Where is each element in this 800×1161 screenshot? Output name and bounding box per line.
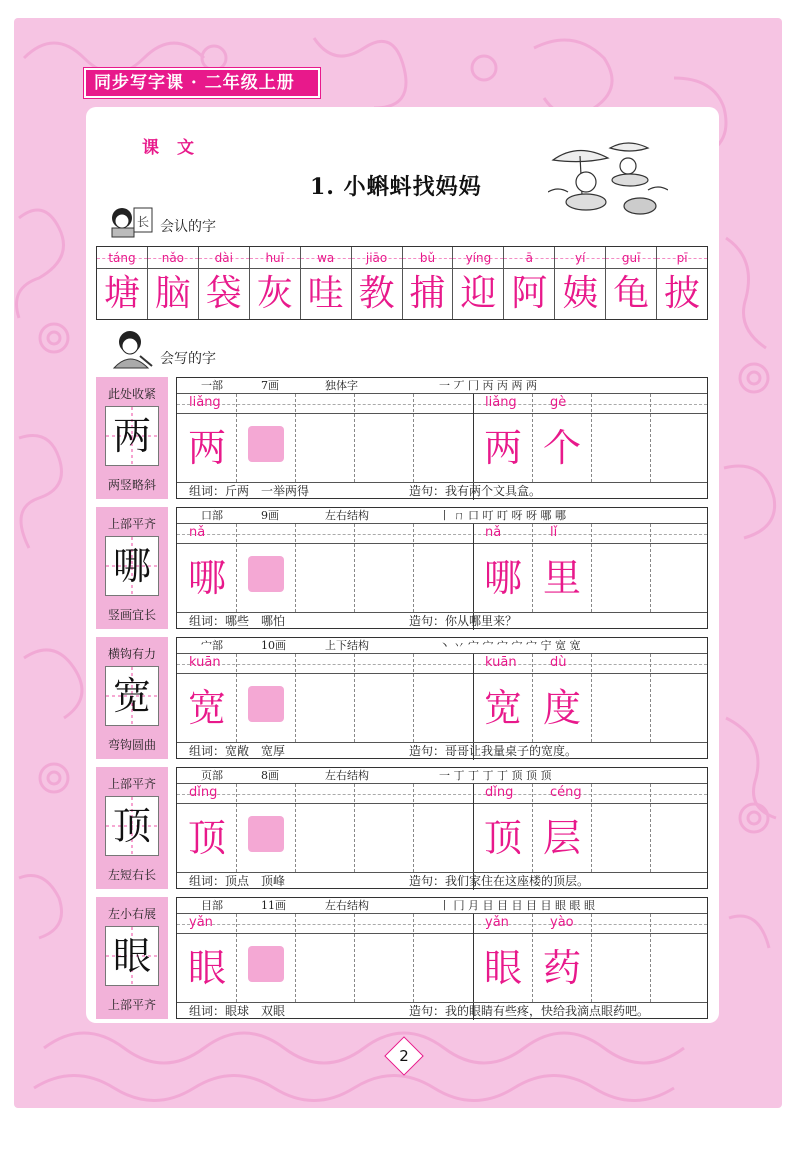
char-info-row xyxy=(177,768,707,784)
trace-shape xyxy=(248,426,284,462)
recognize-hanzi: 披 xyxy=(664,273,701,314)
recognize-hanzi: 迎 xyxy=(460,273,497,314)
practice-grid xyxy=(176,767,708,889)
recognize-pinyin-text: huī xyxy=(265,251,284,265)
structure: 左右结构 xyxy=(325,899,369,912)
trace-shape xyxy=(248,686,284,722)
tip-bottom: 两竖略斜 xyxy=(107,478,156,492)
pinyin-left: kuān xyxy=(189,655,221,670)
section-label: 课文 xyxy=(142,138,212,158)
pinyin-word-a: dǐng xyxy=(485,785,514,800)
book-title: 同步写字课 · 二年级上册 xyxy=(94,73,295,93)
recognize-char-cell xyxy=(606,247,657,319)
recognize-pinyin-text: jiāo xyxy=(365,251,388,265)
recognize-pinyin-text: wa xyxy=(317,251,335,265)
grid-line xyxy=(591,394,592,482)
lotus-illustration xyxy=(548,140,668,220)
model-char-box xyxy=(105,406,159,466)
grid-line xyxy=(413,654,414,742)
grid-line xyxy=(354,654,355,742)
grid-line xyxy=(295,394,296,482)
recognize-char-cell xyxy=(148,247,199,319)
example-sentence: 造句：我们家住在这座楼的顶层。 xyxy=(409,874,590,888)
grid-line xyxy=(354,394,355,482)
char-info-row xyxy=(177,638,707,654)
model-char: 哪 xyxy=(112,544,151,588)
stroke-order: 一 丆 冂 丙 丙 两 两 xyxy=(439,379,537,392)
grid-line xyxy=(532,654,533,742)
pinyin-word-b: yào xyxy=(550,915,574,930)
recognize-pinyin-text: bǔ xyxy=(419,251,436,265)
write-heading: 会写的字 xyxy=(160,351,216,367)
structure: 上下结构 xyxy=(325,639,369,652)
word-group: 组词：斤两 一举两得 xyxy=(189,484,310,498)
word-char-a: 眼 xyxy=(483,946,522,990)
recognize-pinyin-text: nǎo xyxy=(161,251,185,265)
pinyin-row xyxy=(177,914,707,934)
svg-text:长: 长 xyxy=(137,215,150,229)
recognize-pinyin xyxy=(555,247,605,269)
page-number: 2 xyxy=(399,1047,409,1065)
grid-line xyxy=(650,394,651,482)
stroke-order: 丨 ㄇ 口 叮 叮 呀 呀 哪 哪 xyxy=(439,509,566,522)
words-row xyxy=(177,612,707,630)
practice-grid xyxy=(176,507,708,629)
grid-line xyxy=(236,914,237,1002)
tip-panel xyxy=(96,637,168,759)
recognize-table xyxy=(96,246,708,320)
stroke-order: 一 丁 丁 丁 丁 顶 顶 顶 xyxy=(439,769,552,782)
pinyin-word-b: dù xyxy=(550,655,567,670)
words-row xyxy=(177,482,707,500)
recognize-char-cell xyxy=(97,247,148,319)
pinyin-word-b: lǐ xyxy=(550,525,558,540)
recognize-pinyin xyxy=(352,247,402,269)
pinyin-word-a: kuān xyxy=(485,655,517,670)
model-char: 宽 xyxy=(112,674,151,718)
recognize-pinyin xyxy=(250,247,300,269)
word-char-b: 药 xyxy=(542,946,581,990)
recognize-char-cell xyxy=(504,247,555,319)
practice-grid xyxy=(176,637,708,759)
pinyin-left: nǎ xyxy=(189,525,206,540)
stroke-count: 8画 xyxy=(261,769,279,782)
recognize-pinyin-text: guī xyxy=(621,251,641,265)
structure: 独体字 xyxy=(325,379,358,392)
grid-line xyxy=(413,394,414,482)
model-char-box xyxy=(105,536,159,596)
grid-line xyxy=(650,784,651,872)
grid-line xyxy=(236,524,237,612)
grid-line xyxy=(591,654,592,742)
tip-bottom: 左短右长 xyxy=(107,868,156,882)
pinyin-word-b: céng xyxy=(550,785,582,800)
recognize-char-cell xyxy=(657,247,707,319)
words-row xyxy=(177,1002,707,1020)
practice-grid xyxy=(176,897,708,1019)
recognize-char-cell xyxy=(250,247,301,319)
practice-char: 眼 xyxy=(187,946,226,990)
stroke-count: 10画 xyxy=(261,639,286,652)
pinyin-row xyxy=(177,784,707,804)
radical: 口部 xyxy=(201,509,223,522)
grid-line xyxy=(413,784,414,872)
pinyin-word-a: nǎ xyxy=(485,525,502,540)
radical: 目部 xyxy=(201,899,223,912)
grid-line xyxy=(413,524,414,612)
practice-grid xyxy=(176,377,708,499)
trace-shape xyxy=(248,946,284,982)
word-char-b: 里 xyxy=(542,556,581,600)
recognize-hanzi: 教 xyxy=(358,273,395,314)
word-group: 组词：宽敞 宽厚 xyxy=(189,744,286,758)
word-char-a: 哪 xyxy=(483,556,522,600)
recognize-pinyin xyxy=(97,247,147,269)
grid-line xyxy=(354,784,355,872)
pinyin-left: yǎn xyxy=(189,915,213,930)
word-char-b: 层 xyxy=(542,816,581,860)
recognize-char-cell xyxy=(555,247,606,319)
word-char-a: 两 xyxy=(483,426,522,470)
trace-shape xyxy=(248,816,284,852)
recognize-hanzi: 灰 xyxy=(256,273,293,314)
recognize-pinyin xyxy=(199,247,249,269)
book-title-band xyxy=(84,68,320,98)
grid-line xyxy=(591,784,592,872)
grid-line xyxy=(650,914,651,1002)
grid-line xyxy=(591,914,592,1002)
model-char: 眼 xyxy=(112,934,151,978)
structure: 左右结构 xyxy=(325,769,369,782)
recognize-char-cell xyxy=(352,247,403,319)
pinyin-row xyxy=(177,394,707,414)
pinyin-row xyxy=(177,654,707,674)
practice-char: 两 xyxy=(187,426,226,470)
word-char-b: 度 xyxy=(542,686,581,730)
recognize-hanzi: 哇 xyxy=(307,273,344,314)
recognize-pinyin-text: táng xyxy=(108,251,136,265)
word-group: 组词：哪些 哪怕 xyxy=(189,614,286,628)
char-info-row xyxy=(177,898,707,914)
stroke-count: 7画 xyxy=(261,379,279,392)
practice-char: 顶 xyxy=(187,816,226,860)
radical: 页部 xyxy=(201,769,223,782)
tip-panel xyxy=(96,767,168,889)
recognize-hanzi: 袋 xyxy=(205,273,242,314)
char-info-row xyxy=(177,508,707,524)
stroke-order: 丶 丷 宀 宀 宀 宀 宀 宁 宽 宽 xyxy=(439,639,581,652)
recognize-pinyin xyxy=(606,247,656,269)
word-group: 组词：顶点 顶峰 xyxy=(189,874,286,888)
recognize-heading: 会认的字 xyxy=(160,219,216,235)
tip-top: 上部平齐 xyxy=(107,777,156,791)
recognize-pinyin xyxy=(403,247,453,269)
tip-panel xyxy=(96,507,168,629)
grid-line xyxy=(354,524,355,612)
write-char-block xyxy=(96,767,708,889)
recognize-pinyin-text: dài xyxy=(214,251,233,265)
recognize-pinyin xyxy=(504,247,554,269)
pinyin-word-a: yǎn xyxy=(485,915,509,930)
tip-panel xyxy=(96,897,168,1019)
grid-line xyxy=(650,654,651,742)
grid-line xyxy=(236,654,237,742)
grid-line xyxy=(591,524,592,612)
recognize-pinyin-text: yí xyxy=(575,251,586,265)
tip-bottom: 竖画宜长 xyxy=(107,608,156,622)
recognize-pinyin xyxy=(148,247,198,269)
grid-line xyxy=(532,914,533,1002)
model-char-box xyxy=(105,666,159,726)
recognize-char-cell xyxy=(301,247,352,319)
recognize-pinyin-text: pī xyxy=(676,251,688,265)
example-sentence: 造句：我的眼睛有些疼，快给我滴点眼药吧。 xyxy=(409,1004,650,1018)
example-sentence: 造句：你从哪里来？ xyxy=(409,614,518,628)
tip-bottom: 弯钩圆曲 xyxy=(107,738,156,752)
stroke-order: 丨 冂 月 目 目 目 目 目 眼 眼 眼 xyxy=(439,899,595,912)
recognize-char-cell xyxy=(199,247,250,319)
tip-top: 左小右展 xyxy=(107,907,156,921)
char-info-row xyxy=(177,378,707,394)
trace-shape xyxy=(248,556,284,592)
tip-top: 此处收紧 xyxy=(107,387,156,401)
lesson-title: 1. 小蝌蚪找妈妈 xyxy=(310,174,482,200)
model-char-box xyxy=(105,926,159,986)
radical: 宀部 xyxy=(201,639,223,652)
write-char-block xyxy=(96,377,708,499)
model-char: 顶 xyxy=(112,804,151,848)
recognize-pinyin-text: yíng xyxy=(465,251,492,265)
grid-line xyxy=(532,394,533,482)
word-char-b: 个 xyxy=(542,426,581,470)
words-row xyxy=(177,872,707,890)
pinyin-word-b: gè xyxy=(550,395,567,410)
recognize-hanzi: 脑 xyxy=(154,273,191,314)
recognize-pinyin xyxy=(657,247,707,269)
recognize-hanzi: 姨 xyxy=(562,273,599,314)
radical: 一部 xyxy=(201,379,223,392)
writing-kid-icon xyxy=(110,330,156,370)
grid-line xyxy=(532,784,533,872)
grid-line xyxy=(413,914,414,1002)
grid-line xyxy=(295,914,296,1002)
example-sentence: 造句：哥哥让我量桌子的宽度。 xyxy=(409,744,578,758)
practice-char: 宽 xyxy=(187,686,226,730)
tip-top: 横钩有力 xyxy=(107,647,156,661)
grid-line xyxy=(532,524,533,612)
words-row xyxy=(177,742,707,760)
grid-line xyxy=(354,914,355,1002)
recognize-pinyin xyxy=(301,247,351,269)
pinyin-word-a: liǎng xyxy=(485,395,517,410)
reading-kid-icon xyxy=(104,204,154,238)
grid-line xyxy=(236,394,237,482)
stroke-count: 11画 xyxy=(261,899,286,912)
model-char-box xyxy=(105,796,159,856)
recognize-hanzi: 塘 xyxy=(103,273,140,314)
pinyin-left: dǐng xyxy=(189,785,218,800)
recognize-hanzi: 捕 xyxy=(409,273,446,314)
pinyin-row xyxy=(177,524,707,544)
write-char-block xyxy=(96,637,708,759)
recognize-pinyin-text: ā xyxy=(525,251,534,265)
word-group: 组词：眼球 双眼 xyxy=(189,1004,286,1018)
practice-char: 哪 xyxy=(187,556,226,600)
recognize-char-cell xyxy=(453,247,504,319)
page-number-badge xyxy=(386,1038,422,1074)
write-char-block xyxy=(96,897,708,1019)
word-char-a: 顶 xyxy=(483,816,522,860)
grid-line xyxy=(295,784,296,872)
tip-panel xyxy=(96,377,168,499)
recognize-hanzi: 阿 xyxy=(511,273,548,314)
pinyin-left: liǎng xyxy=(189,395,221,410)
tip-bottom: 上部平齐 xyxy=(107,998,156,1012)
recognize-pinyin xyxy=(453,247,503,269)
stroke-count: 9画 xyxy=(261,509,279,522)
word-char-a: 宽 xyxy=(483,686,522,730)
example-sentence: 造句：我有两个文具盒。 xyxy=(409,484,542,498)
structure: 左右结构 xyxy=(325,509,369,522)
grid-line xyxy=(236,784,237,872)
grid-line xyxy=(650,524,651,612)
grid-line xyxy=(295,524,296,612)
recognize-hanzi: 龟 xyxy=(613,273,650,314)
grid-line xyxy=(295,654,296,742)
tip-top: 上部平齐 xyxy=(107,517,156,531)
write-char-block xyxy=(96,507,708,629)
model-char: 两 xyxy=(112,414,151,458)
recognize-char-cell xyxy=(403,247,454,319)
